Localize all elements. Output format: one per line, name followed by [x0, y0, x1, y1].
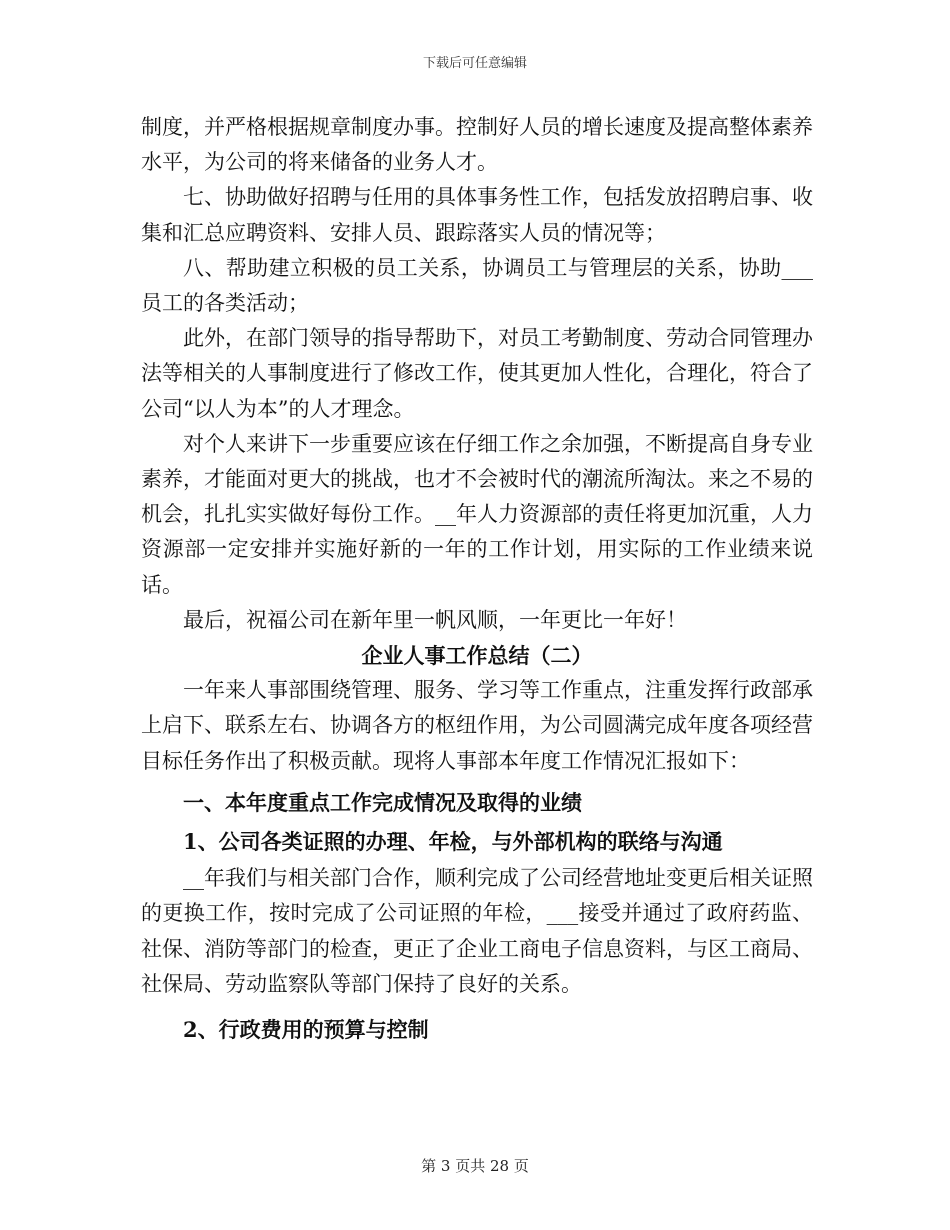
paragraph-intro: 一年来人事部围绕管理、服务、学习等工作重点，注重发挥行政部承上启下、联系左右、协调各方的枢纽作用，为公司圆满完成年度各项经营目标任务作出了积极贡献。现将人事部本年度工作情况汇报如下： [141, 678, 813, 773]
document-body [141, 110, 813, 1049]
heading-level-1: 一、本年度重点工作完成情况及取得的业绩 [183, 789, 582, 815]
paragraph-continued: 制度，并严格根据规章制度办事。控制好人员的增长速度及提高整体素养水平，为公司的将来储备的业务人才。 [141, 115, 813, 175]
paragraph-closing: 最后，祝福公司在新年里一帆风顺，一年更比一年好！ [183, 607, 687, 632]
paragraph-licenses: __年我们与相关部门合作，顺利完成了公司经营地址变更后相关证照的更换工作，按时完成了公司证照的年检，___接受并通过了政府药监、社保、消防等部门的检查，更正了企业工商电子信息资料，与区工商局、社保局、劳动监察队等部门保持了良好的关系。 [141, 866, 813, 996]
section-title: 企业人事工作总结（二） [361, 643, 593, 669]
paragraph-besides: 此外，在部门领导的指导帮助下，对员工考勤制度、劳动合同管理办法等相关的人事制度进行了修改工作，使其更加人性化，合理化，符合了公司“以人为本”的人才理念。 [141, 326, 813, 421]
heading-level-2: 1、公司各类证照的办理、年检，与外部机构的联络与沟通 [183, 829, 723, 855]
paragraph-personal: 对个人来讲下一步重要应该在仔细工作之余加强，不断提高自身专业素养，才能面对更大的挑战，也才不会被时代的潮流所淘汰。来之不易的机会，扎扎实实做好每份工作。__年人力资源部的责任将更加沉重，人力资源部一定安排并实施好新的一年的工作计划，用实际的工作业绩来说话。 [141, 431, 813, 597]
page-footer: 第 3 页共 28 页 [421, 1157, 529, 1175]
paragraph-item-8: 八、帮助建立积极的员工关系，协调员工与管理层的关系，协助___员工的各类活动； [141, 255, 813, 316]
paragraph-item-7: 七、协助做好招聘与任用的具体事务性工作，包括发放招聘启事、收集和汇总应聘资料、安排人员、跟踪落实人员的情况等； [141, 185, 813, 245]
page-header: 下载后可任意编辑 [422, 56, 527, 71]
heading-level-2-budget: 2、行政费用的预算与控制 [183, 1017, 429, 1043]
